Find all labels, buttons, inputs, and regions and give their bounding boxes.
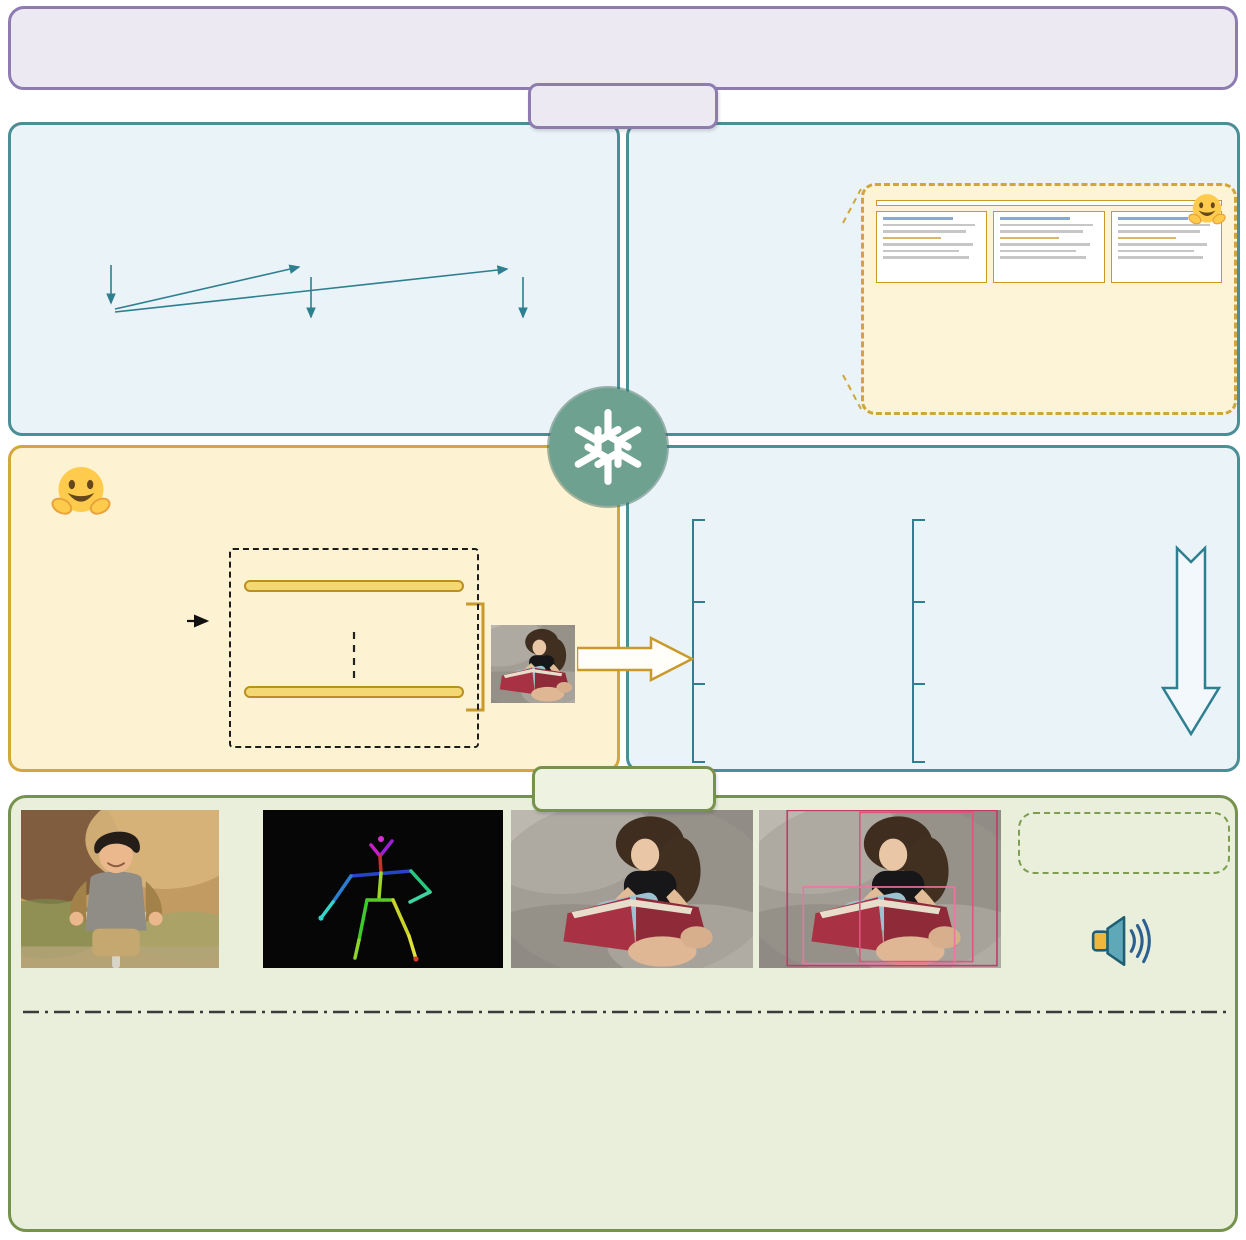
model-card-thumbnail bbox=[993, 211, 1104, 283]
task-model-assignment-box bbox=[861, 183, 1237, 415]
stage2-panel bbox=[626, 122, 1240, 436]
stage3-panel bbox=[8, 445, 620, 772]
stage1-dependency-arrows bbox=[11, 125, 617, 433]
model-cards bbox=[876, 211, 1222, 283]
openai-knot-icon bbox=[565, 404, 651, 490]
huggingface-endpoint bbox=[244, 580, 464, 592]
image-2-pose-skeleton bbox=[263, 810, 503, 968]
dash-dot-separator bbox=[21, 1010, 1231, 1015]
speaker-icon bbox=[1089, 914, 1155, 968]
speech-caption-box bbox=[1018, 812, 1230, 874]
image-3-girl-reading bbox=[511, 810, 753, 968]
stage1-panel bbox=[8, 122, 620, 436]
stage4-brackets-and-summary bbox=[629, 448, 1237, 769]
response-label bbox=[532, 766, 716, 812]
image-1-boy-photo bbox=[21, 810, 219, 968]
chatgpt-logo bbox=[549, 388, 667, 506]
model-cards-title bbox=[876, 200, 1222, 206]
hugging-face-icon bbox=[1188, 191, 1226, 229]
image-4-girl-with-boxes bbox=[759, 810, 1001, 968]
predictions-arrow bbox=[577, 636, 695, 682]
model-card-thumbnail bbox=[876, 211, 987, 283]
summary-arrow bbox=[1163, 548, 1219, 734]
request-text bbox=[11, 9, 1235, 20]
stage4-panel bbox=[626, 445, 1240, 772]
local-endpoint bbox=[244, 686, 464, 698]
response-panel bbox=[8, 795, 1238, 1232]
hybrid-endpoints-box bbox=[229, 548, 479, 748]
request-box bbox=[8, 6, 1238, 90]
request-label bbox=[528, 83, 718, 129]
hugging-face-icon bbox=[51, 462, 111, 522]
detection-input-thumbnail bbox=[491, 625, 575, 703]
